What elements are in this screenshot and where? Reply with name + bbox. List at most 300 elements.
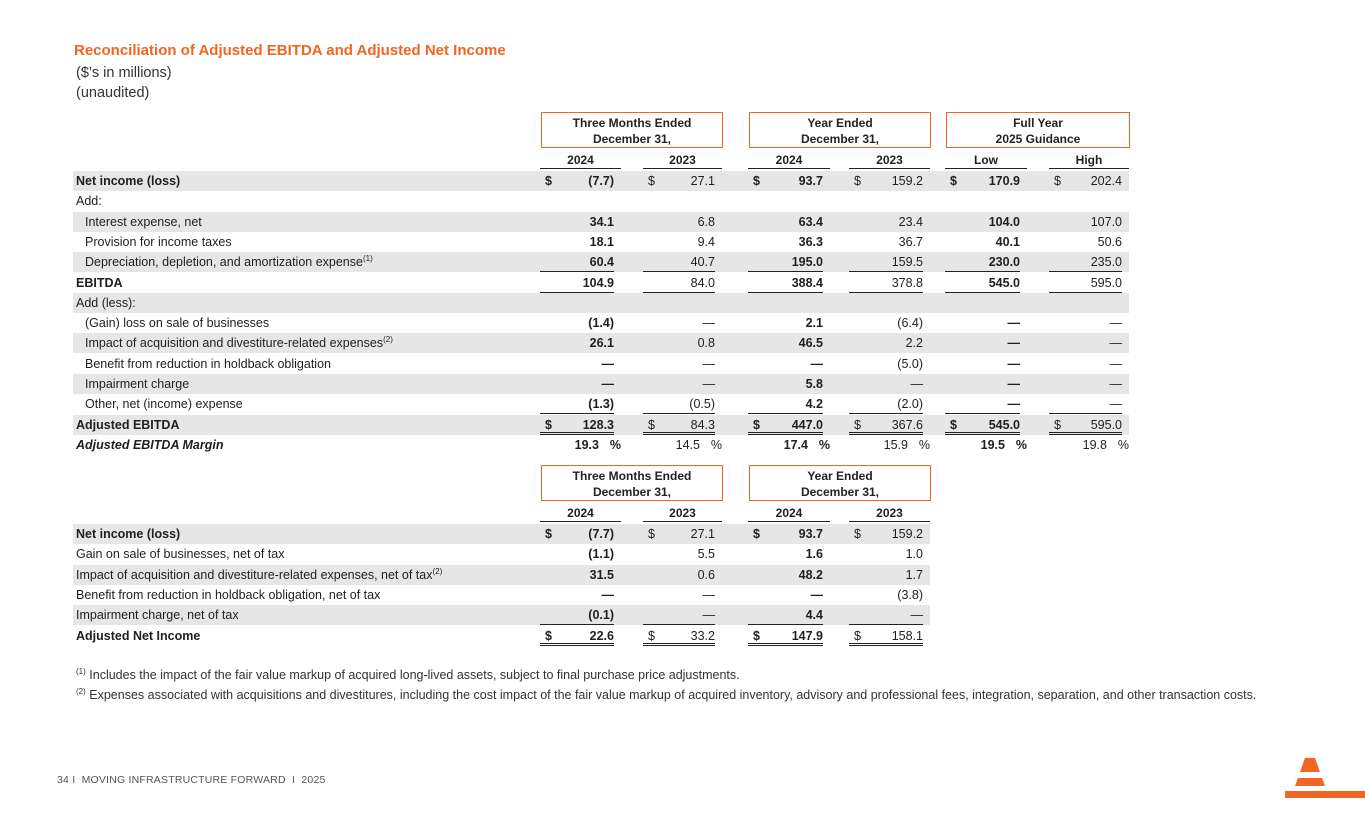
value-cell (945, 415, 1020, 435)
currency-symbol: $ (545, 527, 552, 541)
percent-symbol: % (1015, 437, 1027, 452)
cell-value: — (1109, 356, 1122, 371)
row-label-text: Adjusted Net Income (76, 628, 201, 643)
value-cell (1049, 333, 1122, 353)
value-cell (748, 415, 823, 435)
period-header-line: Three Months Ended (572, 469, 692, 483)
page-number: 34 (57, 774, 70, 786)
cell-value: — (1007, 336, 1020, 351)
cell-value: 0.6 (697, 567, 715, 582)
value-cell (945, 171, 1020, 191)
row-label (85, 333, 393, 353)
value-cell (748, 273, 823, 293)
value-cell (748, 626, 823, 646)
value-cell (748, 394, 823, 414)
row-label-text: Impact of acquisition and divestiture-related expenses, net of tax (76, 567, 433, 582)
cell-value: 40.1 (995, 234, 1020, 249)
currency-symbol: $ (1054, 417, 1061, 432)
footnote-ref: (2) (383, 335, 393, 345)
cell-value: — (601, 587, 614, 602)
currency-symbol: $ (753, 174, 760, 188)
cell-value: 159.2 (891, 527, 923, 541)
footer-separator: I (72, 774, 76, 786)
value-cell (1049, 273, 1122, 293)
row-label-text: Adjusted EBITDA Margin (76, 437, 224, 452)
period-header-line: Year Ended (807, 469, 873, 483)
row-label-text: Depreciation, depletion, and amortization expense (85, 255, 363, 270)
currency-symbol: $ (753, 417, 760, 432)
cell-value: (3.8) (897, 587, 923, 602)
currency-symbol: $ (648, 174, 655, 188)
value-cell (849, 374, 923, 394)
percent-symbol: % (609, 437, 621, 452)
value-cell (849, 212, 923, 232)
row-label (85, 354, 331, 374)
cell-value: — (601, 356, 614, 371)
value-cell (849, 171, 923, 191)
value-cell (748, 544, 823, 564)
cell-value: 26.1 (589, 336, 614, 351)
row-label (76, 626, 200, 646)
value-cell (748, 435, 830, 455)
cell-value: 230.0 (988, 255, 1020, 270)
footnote-ref: (1) (362, 254, 373, 264)
value-cell (540, 374, 614, 394)
cell-value: 27.1 (690, 174, 715, 188)
currency-symbol: $ (854, 417, 861, 432)
row-label-text: (Gain) loss on sale of businesses (85, 316, 270, 331)
value-cell (945, 313, 1020, 333)
value-cell (945, 354, 1020, 374)
cell-value: 15.9 (883, 437, 908, 452)
cell-value: 19.3 (574, 437, 599, 452)
cell-value: — (810, 356, 823, 371)
value-cell (849, 626, 923, 646)
column-header: 2023 (643, 152, 722, 169)
cell-value: 34.1 (589, 214, 614, 229)
currency-symbol: $ (854, 174, 861, 188)
currency-symbol: $ (854, 628, 861, 643)
footnote-text: Includes the impact of the fair value markup of acquired long-lived assets, subject to final purchase price adjustments. (89, 668, 740, 682)
value-cell (540, 626, 614, 646)
cell-value: 84.0 (690, 275, 715, 290)
row-label (76, 544, 284, 564)
currency-symbol: $ (545, 174, 552, 188)
currency-symbol: $ (753, 628, 760, 643)
cell-value: 50.6 (1097, 234, 1122, 249)
cell-value: 545.0 (988, 275, 1020, 290)
cell-value: — (702, 356, 715, 371)
value-cell (748, 212, 823, 232)
row-label (76, 565, 442, 585)
row-label (76, 191, 102, 211)
value-cell (643, 394, 715, 414)
cell-value: 48.2 (798, 567, 823, 582)
value-cell (540, 415, 614, 435)
value-cell (748, 585, 823, 605)
cell-value: 378.8 (891, 275, 923, 290)
percent-symbol: % (1117, 437, 1129, 452)
value-cell (540, 232, 614, 252)
value-cell (643, 212, 715, 232)
value-cell (1049, 313, 1122, 333)
cell-value: 36.3 (798, 234, 823, 249)
footnote-2 (76, 686, 1296, 704)
value-cell (945, 252, 1020, 272)
value-cell (643, 293, 715, 313)
value-cell (1049, 435, 1129, 455)
cell-value: 27.1 (690, 527, 715, 541)
row-label-text: Interest expense, net (85, 214, 202, 229)
row-label-text: Net income (loss) (76, 174, 181, 188)
cell-value: 33.2 (690, 628, 715, 643)
row-label-text: Benefit from reduction in holdback obligation (85, 356, 331, 371)
cell-value: 6.8 (697, 214, 715, 229)
value-cell (748, 354, 823, 374)
currency-symbol: $ (950, 174, 957, 188)
footer-separator: I (291, 774, 296, 786)
cell-value: 40.7 (690, 255, 715, 270)
row-label (76, 293, 136, 313)
cell-value: 1.0 (905, 547, 923, 562)
value-cell (849, 252, 923, 272)
value-cell (945, 293, 1020, 313)
value-cell (1049, 354, 1122, 374)
value-cell (540, 524, 614, 544)
currency-symbol: $ (950, 417, 957, 432)
value-cell (643, 415, 715, 435)
value-cell (748, 333, 823, 353)
cell-value: 235.0 (1090, 255, 1122, 270)
value-cell (540, 544, 614, 564)
cell-value: — (601, 377, 614, 391)
period-header-line: December 31, (592, 485, 672, 499)
value-cell (540, 252, 614, 272)
value-cell (1049, 212, 1122, 232)
cell-value: 93.7 (798, 527, 823, 541)
value-cell (849, 544, 923, 564)
row-label (85, 232, 232, 252)
footnote-mark: (1) (76, 666, 86, 676)
row-label (85, 313, 269, 333)
value-cell (748, 605, 823, 625)
value-cell (849, 605, 923, 625)
period-header (946, 112, 1130, 148)
currency-symbol: $ (1054, 174, 1061, 188)
cell-value: 2.1 (805, 316, 823, 331)
cell-value: 158.1 (891, 628, 923, 643)
value-cell (540, 565, 614, 585)
value-cell (748, 374, 823, 394)
value-cell (643, 626, 715, 646)
cell-value: — (910, 377, 923, 391)
value-cell (540, 212, 614, 232)
value-cell (748, 293, 823, 313)
period-header-line: December 31, (800, 132, 880, 146)
column-header: Low (945, 152, 1027, 169)
value-cell (643, 191, 715, 211)
value-cell (540, 394, 614, 414)
currency-symbol: $ (648, 628, 655, 643)
footer-year: 2025 (301, 774, 326, 786)
cell-value: — (1109, 336, 1122, 351)
cell-value: 46.5 (798, 336, 823, 351)
row-label-text: Impairment charge, net of tax (76, 608, 239, 623)
cell-value: (2.0) (897, 397, 923, 412)
value-cell (540, 605, 614, 625)
cell-value: 63.4 (798, 214, 823, 229)
value-cell (945, 212, 1020, 232)
value-cell (643, 435, 722, 455)
footnote-mark: (2) (76, 686, 86, 696)
cell-value: 1.6 (805, 547, 823, 562)
cell-value: 170.9 (988, 174, 1020, 188)
page-title: Reconciliation of Adjusted EBITDA and Adjusted Net Income (74, 42, 506, 59)
cell-value: 9.4 (697, 234, 715, 249)
value-cell (643, 565, 715, 585)
value-cell (849, 435, 930, 455)
cell-value: 107.0 (1090, 214, 1122, 229)
column-header: 2023 (643, 505, 722, 522)
value-cell (748, 252, 823, 272)
value-cell (1049, 293, 1122, 313)
cell-value: — (702, 377, 715, 391)
value-cell (540, 354, 614, 374)
cell-value: 19.8 (1082, 437, 1107, 452)
value-cell (1049, 232, 1122, 252)
cell-value: 4.2 (805, 397, 823, 412)
cell-value: — (702, 608, 715, 623)
row-label-text: Provision for income taxes (85, 234, 232, 249)
value-cell (540, 585, 614, 605)
currency-symbol: $ (648, 417, 655, 432)
column-header: 2024 (748, 152, 830, 169)
cell-value: 128.3 (582, 417, 614, 432)
cell-value: — (910, 608, 923, 623)
cell-value: 104.9 (582, 275, 614, 290)
column-header: 2023 (849, 505, 930, 522)
unaudited-note: (unaudited) (76, 85, 150, 101)
cell-value: 31.5 (589, 567, 614, 582)
cell-value: 388.4 (791, 275, 823, 290)
cell-value: 84.3 (690, 417, 715, 432)
value-cell (1049, 171, 1122, 191)
value-cell (1049, 191, 1122, 211)
value-cell (540, 191, 614, 211)
value-cell (945, 191, 1020, 211)
column-header: 2024 (748, 505, 830, 522)
cell-value: (0.5) (689, 397, 715, 412)
period-header-line: Year Ended (807, 116, 873, 130)
cell-value: 545.0 (988, 417, 1020, 432)
value-cell (748, 565, 823, 585)
value-cell (849, 585, 923, 605)
cell-value: (6.4) (897, 316, 923, 331)
cell-value: (7.7) (588, 527, 614, 541)
value-cell (849, 191, 923, 211)
column-header: 2024 (540, 505, 621, 522)
row-label-text: Net income (loss) (76, 527, 181, 541)
row-label-text: Adjusted EBITDA (76, 417, 180, 432)
value-cell (643, 273, 715, 293)
currency-symbol: $ (854, 527, 861, 541)
period-header-line: December 31, (800, 485, 880, 499)
units-note: ($’s in millions) (76, 65, 172, 81)
value-cell (643, 585, 715, 605)
row-label-text: Benefit from reduction in holdback obligation, net of tax (76, 587, 381, 602)
row-label (76, 415, 179, 435)
cell-value: — (1007, 356, 1020, 371)
column-header: High (1049, 152, 1129, 169)
currency-symbol: $ (545, 417, 552, 432)
value-cell (748, 171, 823, 191)
value-cell (1049, 374, 1122, 394)
arcosa-a-logo-icon (1285, 758, 1365, 800)
value-cell (540, 333, 614, 353)
value-cell (849, 415, 923, 435)
row-label (85, 212, 202, 232)
value-cell (643, 232, 715, 252)
column-header: 2024 (540, 152, 621, 169)
value-cell (945, 435, 1027, 455)
period-header-line: December 31, (592, 132, 672, 146)
cell-value: — (1109, 377, 1122, 391)
cell-value: 1.7 (905, 567, 923, 582)
value-cell (748, 524, 823, 544)
cell-value: 367.6 (891, 417, 923, 432)
period-header (749, 112, 931, 148)
cell-value: 36.7 (898, 234, 923, 249)
percent-symbol: % (710, 437, 722, 452)
page-footer (57, 774, 326, 786)
value-cell (945, 333, 1020, 353)
value-cell (540, 273, 614, 293)
cell-value: — (1109, 397, 1122, 412)
cell-value: 60.4 (589, 255, 614, 270)
currency-symbol: $ (545, 628, 552, 643)
cell-value: 104.0 (988, 214, 1020, 229)
value-cell (643, 313, 715, 333)
row-label (85, 374, 189, 394)
cell-value: 159.5 (891, 255, 923, 270)
cell-value: — (810, 587, 823, 602)
cell-value: 23.4 (898, 214, 923, 229)
column-header: 2023 (849, 152, 930, 169)
row-label (76, 171, 180, 191)
value-cell (540, 293, 614, 313)
cell-value: 5.8 (805, 377, 823, 391)
value-cell (748, 232, 823, 252)
currency-symbol: $ (648, 527, 655, 541)
value-cell (643, 354, 715, 374)
row-label-text: Impairment charge (85, 377, 190, 391)
currency-symbol: $ (753, 527, 760, 541)
cell-value: — (1007, 377, 1020, 391)
row-label (85, 394, 243, 414)
value-cell (540, 171, 614, 191)
cell-value: (1.1) (588, 547, 614, 562)
cell-value: 147.9 (791, 628, 823, 643)
cell-value: 22.6 (589, 628, 614, 643)
row-label (76, 524, 180, 544)
cell-value: 19.5 (980, 437, 1005, 452)
row-label-text: Gain on sale of businesses, net of tax (76, 547, 285, 562)
value-cell (945, 232, 1020, 252)
row-label-text: Other, net (income) expense (85, 397, 243, 412)
period-header (541, 112, 723, 148)
value-cell (849, 565, 923, 585)
period-header (541, 465, 723, 501)
cell-value: — (702, 587, 715, 602)
row-label-text: Impact of acquisition and divestiture-related expenses (85, 336, 384, 351)
cell-value: 2.2 (905, 336, 923, 351)
value-cell (849, 293, 923, 313)
value-cell (849, 273, 923, 293)
cell-value: 159.2 (891, 174, 923, 188)
row-label (76, 585, 380, 605)
value-cell (748, 313, 823, 333)
row-label (76, 605, 239, 625)
cell-value: — (1007, 316, 1020, 331)
value-cell (945, 374, 1020, 394)
value-cell (643, 252, 715, 272)
cell-value: (0.1) (588, 608, 614, 623)
value-cell (849, 394, 923, 414)
cell-value: 447.0 (791, 417, 823, 432)
cell-value: 17.4 (783, 437, 808, 452)
percent-symbol: % (818, 437, 830, 452)
period-header (749, 465, 931, 501)
value-cell (849, 232, 923, 252)
footnote-ref: (2) (432, 566, 443, 576)
cell-value: 595.0 (1090, 275, 1122, 290)
percent-symbol: % (918, 437, 930, 452)
cell-value: (7.7) (588, 174, 614, 188)
period-header-line: Three Months Ended (572, 116, 692, 130)
value-cell (643, 171, 715, 191)
value-cell (849, 524, 923, 544)
value-cell (643, 374, 715, 394)
cell-value: 195.0 (791, 255, 823, 270)
cell-value: 0.8 (697, 336, 715, 351)
footnote-1 (76, 666, 1296, 684)
period-header-line: Full Year (1013, 116, 1063, 130)
footer-tagline: MOVING INFRASTRUCTURE FORWARD (81, 774, 286, 786)
cell-value: 5.5 (697, 547, 715, 562)
row-label (76, 435, 223, 455)
value-cell (643, 524, 715, 544)
value-cell (1049, 394, 1122, 414)
cell-value: (1.4) (588, 316, 614, 331)
cell-value: 93.7 (798, 174, 823, 188)
period-header-line: 2025 Guidance (995, 132, 1081, 146)
row-label-text: Add (less): (76, 295, 136, 310)
cell-value: 14.5 (675, 437, 700, 452)
cell-value: 595.0 (1090, 417, 1122, 432)
cell-value: 18.1 (589, 234, 614, 249)
row-label-text: Add: (76, 194, 102, 209)
footnote-text: Expenses associated with acquisitions and divestitures, including the cost impact of the fair value markup of acquired inventory, advisory and professional fees, integration, separation, and other transaction costs. (89, 688, 1257, 702)
value-cell (945, 394, 1020, 414)
value-cell (1049, 415, 1122, 435)
cell-value: — (1007, 397, 1020, 412)
cell-value: — (1109, 316, 1122, 331)
row-label (85, 252, 373, 272)
cell-value: — (702, 316, 715, 331)
value-cell (540, 435, 621, 455)
value-cell (540, 313, 614, 333)
value-cell (643, 544, 715, 564)
